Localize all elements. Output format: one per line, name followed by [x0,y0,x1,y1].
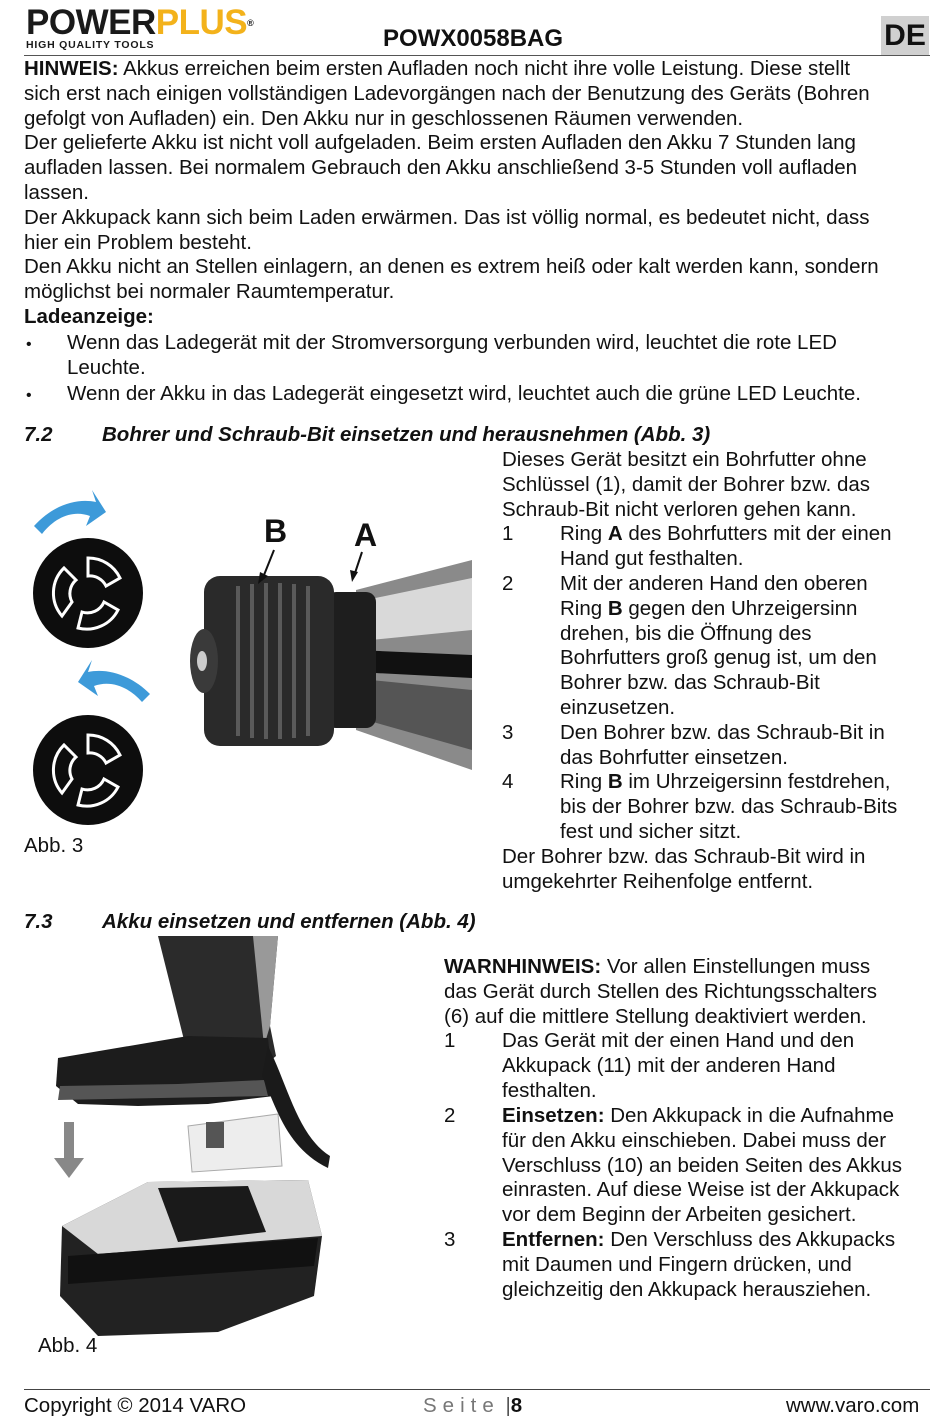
text-fragment: Den Akkupack in die Aufnahme [604,1104,894,1127]
text-line: Akkupack (11) mit der anderen Hand [502,1053,836,1077]
step-number: 2 [502,572,514,595]
text-line: gefolgt von Aufladen) ein. Den Akku nur in geschlossenen Räumen verwenden. [24,106,744,130]
text-line: aufladen lassen. Bei normalem Gebrauch den Akku anschließend 3-5 Stunden voll aufladen [24,156,858,180]
label-a: A [354,517,378,553]
step-label: Entfernen: [502,1228,605,1251]
figure-drill-chuck [26,480,472,840]
text-line: Akkus erreichen beim ersten Aufladen noch nicht ihre volle Leistung. Diese stellt [118,57,851,80]
section72-outro [502,845,932,895]
text-line: fest und sicher sitzt. [560,819,742,843]
text-line: (6) auf die mittlere Stellung deaktiviert werden. [444,1004,867,1028]
text-line: gleichzeitig den Akkupack herausziehen. [502,1277,872,1301]
chuck-symbol-icon [33,538,143,648]
text-line: einzusetzen. [560,695,676,719]
section72-intro [502,448,932,522]
text-line: Bohrfutters groß genug ist, um den [560,646,877,670]
step-text [560,721,932,771]
text-line: Das Gerät mit der einen Hand und den [502,1029,855,1052]
logo-tagline: HIGH QUALITY TOOLS [26,39,155,51]
logo-registered: ® [247,18,254,28]
text-fragment: im Uhrzeigersinn festdrehen, [622,770,891,793]
step-text [560,522,932,572]
text-line: einrasten. Auf diese Weise ist der Akkupack [502,1178,900,1202]
warning-label: WARNHINWEIS: [444,955,602,978]
text-line: Mit der anderen Hand den oberen [560,572,868,595]
text-fragment: Vor allen Einstellungen muss [601,955,871,978]
text-line: Dieses Gerät besitzt ein Bohrfutter ohne [502,448,867,471]
text-line: mit Daumen und Fingern drücken, und [502,1252,852,1276]
text-line: Der Akkupack kann sich beim Laden erwärmen. Das ist völlig normal, es bedeutet nicht, dass [24,205,870,229]
step-number: 1 [444,1029,456,1052]
footer-divider [24,1389,930,1390]
hinweis-line [24,57,929,82]
bullet-icon: • [26,387,32,404]
text-line: Der Bohrer bzw. das Schraub-Bit wird in [502,845,866,868]
rotate-clockwise-arrow-icon [34,490,106,534]
bullet-item [67,331,929,381]
text-line: für den Akku einschieben. Dabei muss der [502,1128,887,1152]
section-title: Bohrer und Schraub-Bit einsetzen und herausnehmen (Abb. 3) [102,423,711,446]
text-line: lassen. [24,180,89,204]
chuck-symbol-icon [33,715,143,825]
text-fragment: Ring [560,522,608,545]
text-line: hier ein Problem besteht. [24,230,252,254]
text-line: Hand gut festhalten. [560,546,744,570]
text-line: festhalten. [502,1078,597,1102]
logo-text-power: POWER [26,3,156,42]
brand-logo [26,3,284,51]
text-line: Leuchte. [67,355,146,379]
ring-label: B [607,596,623,620]
step-text [502,1104,932,1228]
rotate-counterclockwise-arrow-icon [78,660,150,702]
copyright: Copyright © 2014 VARO [24,1394,247,1417]
text-line: Den Bohrer bzw. das Schraub-Bit in [560,721,885,744]
text-line: Verschluss (10) an beiden Seiten des Akkus [502,1153,902,1177]
text-line: Den Akku nicht an Stellen einlagern, an denen es extrem heiß oder kalt werden kann, sondern [24,255,879,279]
step-number: 3 [502,721,514,744]
model-number: POWX0058BAG [383,25,564,52]
text-fragment: Ring [560,770,608,793]
hinweis-label: HINWEIS: [24,57,119,80]
header-divider [24,55,930,56]
text-line: möglichst bei normaler Raumtemperatur. [24,280,395,304]
website-link[interactable]: www.varo.com [786,1394,920,1417]
figure-caption: Abb. 3 [24,834,84,857]
text-fragment: Ring [560,596,608,620]
drill-chuck-photo [190,560,472,770]
ladeanzeige-heading: Ladeanzeige: [24,304,154,328]
label-b: B [264,513,288,549]
battery-pack-photo [60,1114,322,1336]
page-number: 8 [510,1394,523,1417]
text-line: bis der Bohrer bzw. das Schraub-Bits [560,794,898,818]
text-line: Schraub-Bit nicht verloren gehen kann. [502,497,857,521]
text-fragment: Den Verschluss des Akkupacks [604,1228,896,1251]
text-line: Schlüssel (1), damit der Bohrer bzw. das [502,472,871,496]
text-line: das Gerät durch Stellen des Richtungsschalters [444,979,878,1003]
bullet-item: Wenn der Akku in das Ladegerät eingesetzt wird, leuchtet auch die grüne LED Leuchte. [67,382,861,405]
step-number: 2 [444,1104,456,1127]
step-number: 4 [502,770,514,793]
text-fragment: gegen den Uhrzeigersinn [622,596,858,620]
text-line: umgekehrter Reihenfolge entfernt. [502,869,814,893]
logo-text-plus: PLUS [155,3,248,42]
ring-label: A [607,522,623,545]
page-separator: | [505,1394,511,1417]
language-badge: DE [881,16,929,56]
figure-caption: Abb. 4 [38,1334,98,1357]
text-line: das Bohrfutter einsetzen. [560,745,788,769]
step-label: Einsetzen: [502,1104,605,1127]
bullet-icon: • [26,336,32,353]
text-line: Bohrer bzw. das Schraub-Bit [560,671,820,695]
section-title: Akku einsetzen und entfernen (Abb. 4) [102,910,476,933]
page-indicator [423,1393,522,1419]
step-text [502,1228,932,1302]
text-line: sich erst nach einigen vollständigen Ladevorgängen nach der Benutzung des Geräts (Bohren [24,81,870,105]
section-number: 7.3 [24,910,53,933]
step-text [560,770,932,844]
section-number: 7.2 [24,423,53,446]
ring-label: B [607,770,623,793]
warning-text [444,955,934,1029]
step-number: 1 [502,522,514,545]
step-number: 3 [444,1228,456,1251]
text-line: drehen, bis die Öffnung des [560,621,812,645]
arrow-down-icon [54,1122,84,1178]
figure-battery-insert [38,936,334,1336]
page-word: Seite [423,1394,500,1417]
intro-text [24,57,929,330]
step-text [502,1029,932,1103]
text-fragment: des Bohrfutters mit der einen [622,522,892,545]
step-text [560,572,932,721]
pointer-arrowhead [350,570,358,582]
text-line: Der gelieferte Akku ist nicht voll aufgeladen. Beim ersten Aufladen den Akku 7 Stunden lang [24,131,856,155]
text-line: Wenn das Ladegerät mit der Stromversorgung verbunden wird, leuchtet die rote LED [67,331,837,354]
text-line: vor dem Beginn der Arbeiten gesichert. [502,1203,857,1227]
